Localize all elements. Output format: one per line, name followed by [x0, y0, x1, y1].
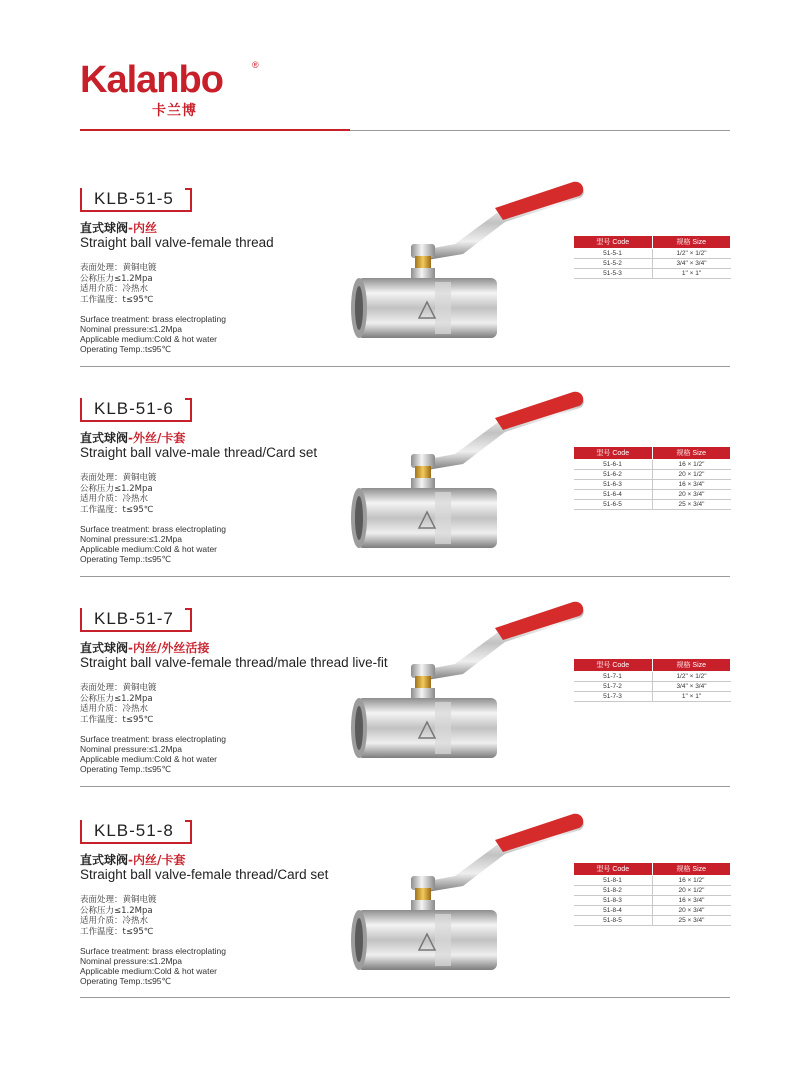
col-header-size: 规格 Size: [652, 863, 731, 876]
table-row: [574, 896, 731, 906]
row-size: 3/4" × 3/4": [652, 259, 731, 269]
spec-medium-cn: 适用介质：冷热水: [80, 494, 149, 504]
table-row: [574, 500, 731, 510]
table-row: [574, 490, 731, 500]
product-title-en: Straight ball valve-female thread/Card set: [80, 867, 329, 882]
spec-medium-en: Applicable medium:Cold & hot water: [80, 966, 218, 976]
row-size: 1" × 1": [652, 692, 731, 702]
table-row: [574, 682, 731, 692]
spec-temp-cn: 工作温度：t≤95℃: [80, 926, 154, 937]
table-row: [574, 269, 731, 279]
specs-chinese: [80, 263, 157, 305]
product-title-cn: [80, 851, 185, 868]
col-header-size: 规格 Size: [652, 659, 731, 672]
row-code: 51-7-1: [574, 672, 653, 682]
model-code: KLB-51-7: [94, 609, 174, 628]
row-code: 51-6-4: [574, 490, 653, 500]
specs-english: [80, 524, 226, 564]
row-code: 51-5-3: [574, 269, 653, 279]
specs-english: [80, 734, 226, 774]
row-code: 51-6-3: [574, 480, 653, 490]
spec-pressure-cn: 公称压力≤1.2Mpa: [80, 693, 153, 704]
spec-pressure-en: Nominal pressure:≤1.2Mpa: [80, 744, 182, 754]
row-code: 51-7-3: [574, 692, 653, 702]
table-row: [574, 460, 731, 470]
table-row: [574, 692, 731, 702]
row-size: 20 × 3/4": [652, 490, 731, 500]
table-row: [574, 916, 731, 926]
row-size: 16 × 1/2": [652, 460, 731, 470]
spec-surface-cn: 表面处理：黄铜电镀: [80, 263, 157, 273]
row-size: 25 × 3/4": [652, 916, 731, 926]
spec-surface-cn: 表面处理：黄铜电镀: [80, 473, 157, 483]
specs-english: [80, 314, 226, 354]
spec-temp-en: Operating Temp.:t≤95℃: [80, 554, 172, 564]
row-code: 51-5-1: [574, 249, 653, 259]
col-header-code: 型号 Code: [574, 236, 653, 249]
model-code-box: [80, 188, 192, 212]
title-cn-main: 直式球阀: [80, 641, 129, 655]
header-rule-accent: [80, 129, 350, 131]
product-title-en: Straight ball valve-female thread: [80, 235, 274, 250]
col-header-size: 规格 Size: [652, 236, 731, 249]
specs-chinese: [80, 895, 157, 937]
model-code-box: [80, 608, 192, 632]
size-table: [573, 658, 731, 702]
spec-medium-cn: 适用介质：冷热水: [80, 916, 149, 926]
model-code-box: [80, 820, 192, 844]
spec-surface-en: Surface treatment: brass electroplating: [80, 524, 226, 534]
size-table-body: [574, 672, 731, 702]
model-code-box: [80, 398, 192, 422]
table-row: [574, 876, 731, 886]
spec-temp-en: Operating Temp.:t≤95℃: [80, 764, 172, 774]
row-size: 16 × 3/4": [652, 896, 731, 906]
model-code: KLB-51-5: [94, 189, 174, 208]
spec-pressure-cn: 公称压力≤1.2Mpa: [80, 273, 153, 284]
spec-surface-cn: 表面处理：黄铜电镀: [80, 895, 157, 905]
row-code: 51-7-2: [574, 682, 653, 692]
spec-medium-en: Applicable medium:Cold & hot water: [80, 334, 218, 344]
row-size: 1/2" × 1/2": [652, 672, 731, 682]
size-table: [573, 862, 731, 926]
product-title-en: Straight ball valve-male thread/Card set: [80, 445, 318, 460]
row-code: 51-8-1: [574, 876, 653, 886]
ball-valve-image: [345, 178, 585, 358]
spec-pressure-en: Nominal pressure:≤1.2Mpa: [80, 956, 182, 966]
table-row: [574, 906, 731, 916]
spec-temp-cn: 工作温度：t≤95℃: [80, 294, 154, 305]
registered-mark: ®: [252, 60, 259, 70]
col-header-size: 规格 Size: [652, 447, 731, 460]
title-cn-variant: -内丝/卡套: [128, 853, 186, 867]
row-size: 25 × 3/4": [652, 500, 731, 510]
product-title-cn: [80, 429, 185, 446]
col-header-code: 型号 Code: [574, 863, 653, 876]
brand-logo: [80, 58, 280, 118]
row-size: 16 × 1/2": [652, 876, 731, 886]
row-size: 20 × 1/2": [652, 470, 731, 480]
header-rule: [350, 130, 730, 131]
size-table: [573, 235, 731, 279]
title-cn-variant: -外丝/卡套: [128, 431, 186, 445]
product-title-cn: [80, 219, 157, 236]
row-code: 51-8-5: [574, 916, 653, 926]
title-cn-main: 直式球阀: [80, 853, 129, 867]
spec-pressure-cn: 公称压力≤1.2Mpa: [80, 483, 153, 494]
row-size: 20 × 3/4": [652, 906, 731, 916]
table-row: [574, 886, 731, 896]
table-row: [574, 249, 731, 259]
spec-temp-en: Operating Temp.:t≤95℃: [80, 976, 172, 986]
spec-surface-en: Surface treatment: brass electroplating: [80, 734, 226, 744]
row-code: 51-5-2: [574, 259, 653, 269]
specs-chinese: [80, 473, 157, 515]
table-row: [574, 259, 731, 269]
spec-temp-en: Operating Temp.:t≤95℃: [80, 344, 172, 354]
col-header-code: 型号 Code: [574, 659, 653, 672]
row-code: 51-8-2: [574, 886, 653, 896]
spec-pressure-en: Nominal pressure:≤1.2Mpa: [80, 534, 182, 544]
spec-pressure-cn: 公称压力≤1.2Mpa: [80, 905, 153, 916]
spec-medium-en: Applicable medium:Cold & hot water: [80, 754, 218, 764]
section-divider: [80, 997, 730, 998]
title-cn-variant: -内丝: [128, 221, 157, 235]
ball-valve-image: [345, 810, 585, 990]
spec-medium-cn: 适用介质：冷热水: [80, 284, 149, 294]
size-table-body: [574, 876, 731, 926]
specs-chinese: [80, 683, 157, 725]
section-divider: [80, 786, 730, 787]
size-table-body: [574, 460, 731, 510]
row-size: 1" × 1": [652, 269, 731, 279]
col-header-code: 型号 Code: [574, 447, 653, 460]
section-divider: [80, 576, 730, 577]
spec-medium-cn: 适用介质：冷热水: [80, 704, 149, 714]
product-title-en: Straight ball valve-female thread/male thread live-fit: [80, 655, 388, 670]
spec-medium-en: Applicable medium:Cold & hot water: [80, 544, 218, 554]
logo-chinese-name: 卡兰博: [152, 103, 197, 119]
title-cn-variant: -内丝/外丝活接: [128, 641, 210, 655]
row-code: 51-6-5: [574, 500, 653, 510]
section-divider: [80, 366, 730, 367]
row-code: 51-8-3: [574, 896, 653, 906]
specs-english: [80, 946, 226, 986]
product-title-cn: [80, 639, 209, 656]
spec-surface-en: Surface treatment: brass electroplating: [80, 946, 226, 956]
size-table-body: [574, 249, 731, 279]
row-size: 16 × 3/4": [652, 480, 731, 490]
row-code: 51-6-1: [574, 460, 653, 470]
row-code: 51-6-2: [574, 470, 653, 480]
spec-pressure-en: Nominal pressure:≤1.2Mpa: [80, 324, 182, 334]
size-table: [573, 446, 731, 510]
model-code: KLB-51-6: [94, 399, 174, 418]
logo-wordmark: Kalanbo: [80, 59, 223, 101]
ball-valve-image: [345, 598, 585, 778]
table-row: [574, 672, 731, 682]
row-size: 1/2" × 1/2": [652, 249, 731, 259]
table-row: [574, 480, 731, 490]
spec-temp-cn: 工作温度：t≤95℃: [80, 714, 154, 725]
spec-surface-cn: 表面处理：黄铜电镀: [80, 683, 157, 693]
row-size: 3/4" × 3/4": [652, 682, 731, 692]
spec-surface-en: Surface treatment: brass electroplating: [80, 314, 226, 324]
ball-valve-image: [345, 388, 585, 568]
title-cn-main: 直式球阀: [80, 431, 129, 445]
model-code: KLB-51-8: [94, 821, 174, 840]
row-code: 51-8-4: [574, 906, 653, 916]
spec-temp-cn: 工作温度：t≤95℃: [80, 504, 154, 515]
title-cn-main: 直式球阀: [80, 221, 129, 235]
table-row: [574, 470, 731, 480]
row-size: 20 × 1/2": [652, 886, 731, 896]
